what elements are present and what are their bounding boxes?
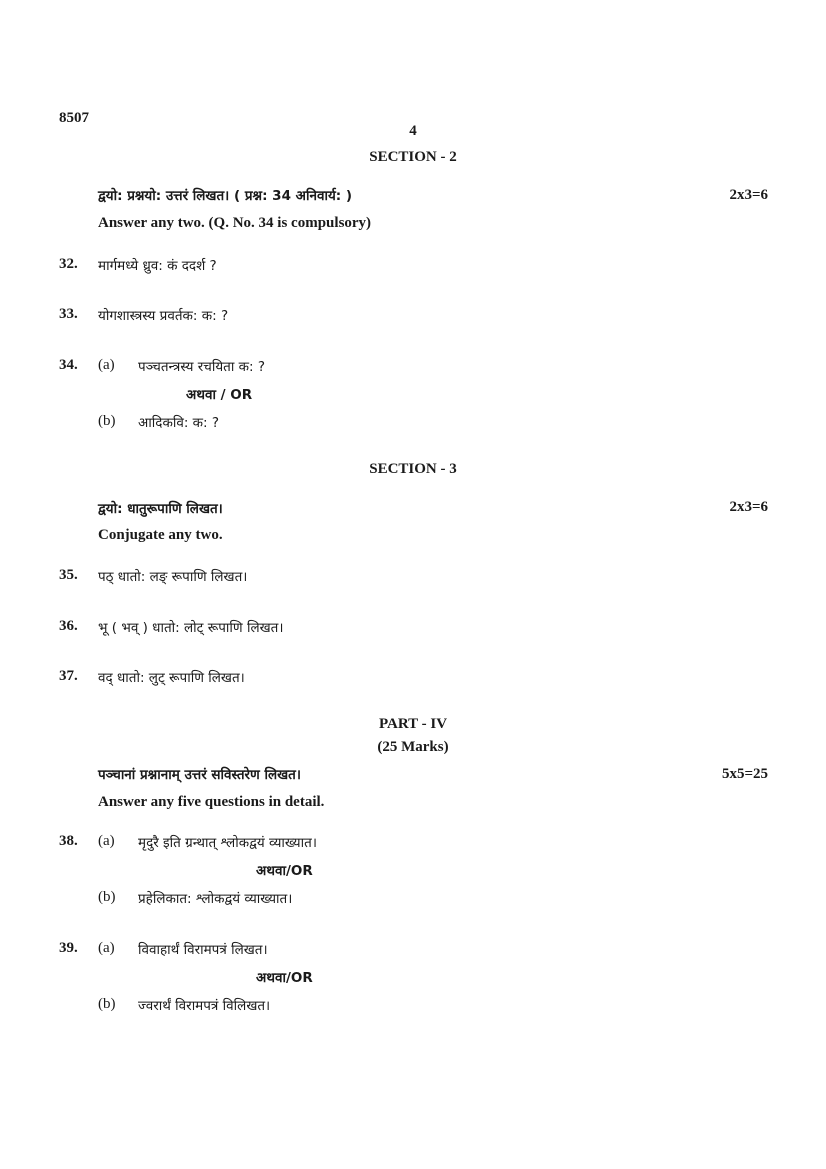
question-number: 37. [59, 668, 78, 684]
section-2-instruction-en: Answer any two. (Q. No. 34 is compulsory) [98, 215, 372, 231]
part-4-instruction-en: Answer any five questions in detail. [98, 794, 325, 810]
question-number: 34. [59, 357, 78, 373]
page-number: 4 [409, 123, 417, 139]
question-number: 38. [59, 833, 78, 849]
question-text: पठ् धातो: लङ् रूपाणि लिखत। [98, 569, 248, 585]
option-text: विवाहार्थं विरामपत्रं लिखत। [138, 942, 268, 958]
section-2-title: SECTION - 2 [369, 149, 457, 165]
question-number: 39. [59, 940, 78, 956]
option-text: आदिकवि: क: ? [138, 415, 220, 431]
option-label: (b) [98, 889, 116, 905]
part-4-title: PART - IV [378, 716, 448, 732]
section-3-title: SECTION - 3 [369, 461, 457, 477]
option-text: मृदुरै इति ग्रन्थात् श्लोकद्वयं व्याख्यात। [138, 835, 317, 851]
question-text: योगशास्त्रस्य प्रवर्तक: क: ? [98, 308, 229, 324]
question-number: 36. [59, 618, 78, 634]
question-number: 33. [59, 306, 78, 322]
or-separator: अथवा/OR [256, 970, 313, 986]
question-number: 35. [59, 567, 78, 583]
question-text: वद् धातो: लुट् रूपाणि लिखत। [98, 670, 245, 686]
question-text: भू ( भव् ) धातो: लोट् रूपाणि लिखत। [98, 620, 284, 636]
option-text: प्रहेलिकात: श्लोकद्वयं व्याख्यात। [138, 891, 293, 907]
part-4-subtitle: (25 Marks) [377, 739, 449, 755]
option-text: ज्वरार्थं विरामपत्रं विलिखत। [138, 998, 271, 1014]
option-label: (a) [98, 940, 115, 956]
section-3-marks: 2x3=6 [729, 499, 768, 515]
question-text: मार्गमध्ये ध्रुव: कं ददर्श ? [98, 258, 217, 274]
section-2-marks: 2x3=6 [729, 187, 768, 203]
exam-code: 8507 [59, 110, 89, 126]
or-separator: अथवा/OR [256, 863, 313, 879]
part-4-marks: 5x5=25 [721, 766, 768, 782]
option-label: (a) [98, 357, 115, 373]
option-label: (a) [98, 833, 115, 849]
section-3-instruction-hi: द्वयो: धातुरूपाणि लिखत। [98, 501, 223, 517]
part-4-instruction-hi: पञ्चानां प्रश्नानाम् उत्तरं सविस्तरेण लिखत। [98, 767, 301, 783]
section-2-instruction-hi: द्वयो: प्रश्नयो: उत्तरं लिखत। ( प्रश्न: 34 अनिवार्य: ) [98, 188, 353, 204]
option-text: पञ्चतन्त्रस्य रचयिता क: ? [138, 359, 265, 375]
or-separator: अथवा / OR [186, 387, 253, 403]
section-3-instruction-en: Conjugate any two. [98, 527, 223, 543]
option-label: (b) [98, 996, 116, 1012]
question-number: 32. [59, 256, 78, 272]
option-label: (b) [98, 413, 116, 429]
